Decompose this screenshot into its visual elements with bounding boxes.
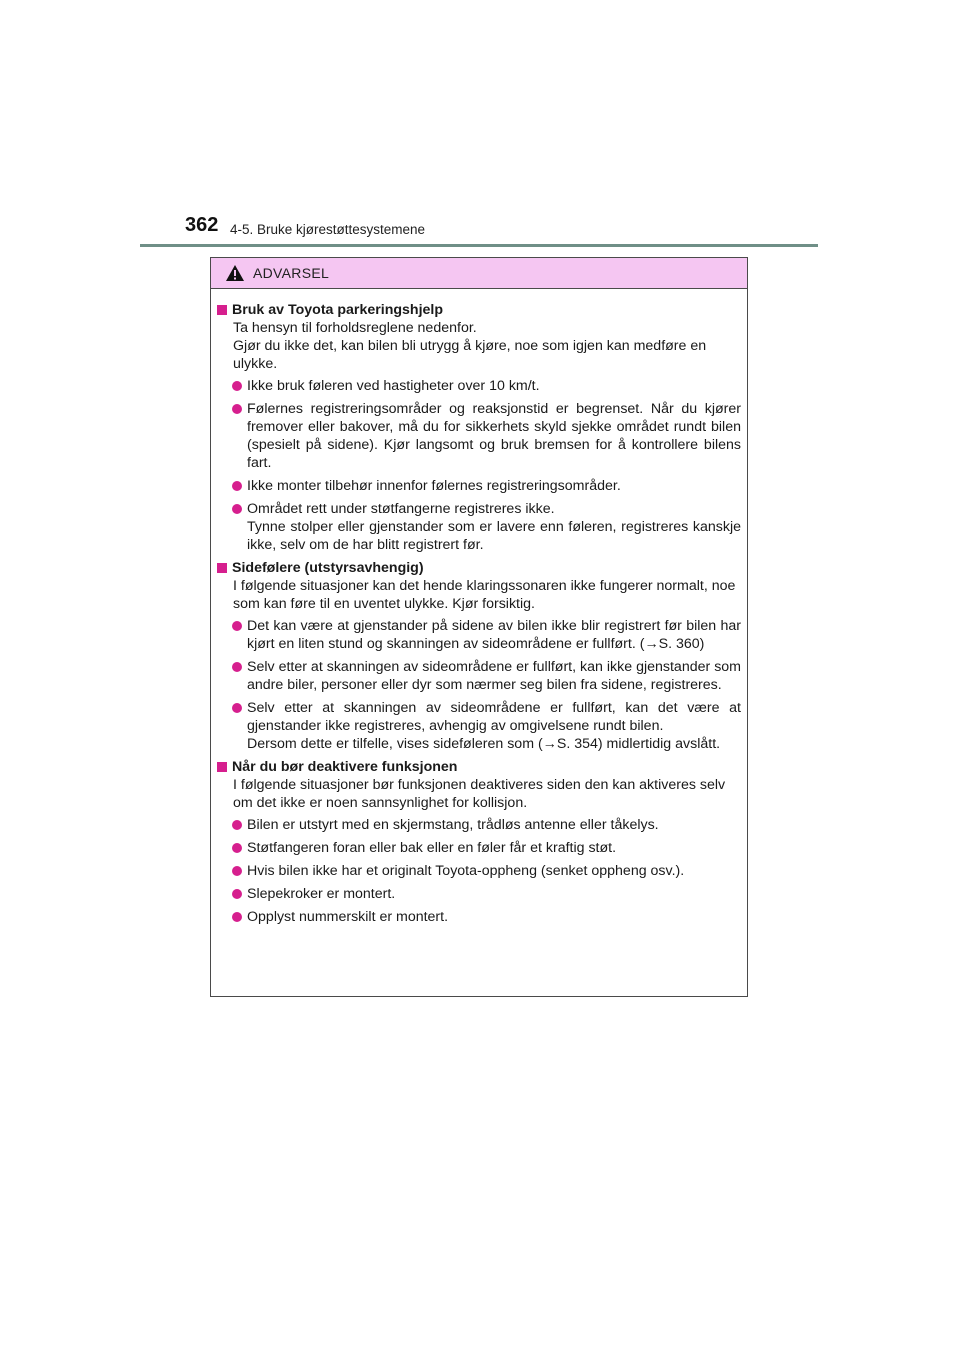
bullet-text: Ikke bruk føleren ved hastigheter over 10 km/t.: [247, 378, 540, 394]
header-rule: [140, 244, 818, 247]
section-side-sensors: [217, 559, 741, 753]
bullet-text: Følernes registreringsområder og reaksjonstid er begrenset. Når du kjører fremover eller bakover, må du for sikkerhets skyld sjekke området rundt bilen (spesielt på sidene). Kjør langsomt og bruk bremsen for å kontrollere bilens fart.: [247, 401, 741, 471]
bullet-text: Tynne stolper eller gjenstander som er lavere enn føleren, registreres kanskje ikke, selv om de har blitt registrert før.: [247, 519, 741, 553]
bullet-text: Området rett under støtfangerne registreres ikke.: [247, 501, 555, 517]
list-item: [232, 377, 741, 395]
paragraph: I følgende situasjoner kan det hende klaringssonaren ikke fungerer normalt, noe som kan føre til en uventet ulykke. Kjør forsiktig.: [233, 578, 736, 612]
bullet-text: Hvis bilen ikke har et originalt Toyota-oppheng (senket oppheng osv.).: [247, 863, 685, 879]
running-head: 4-5. Bruke kjørestøttesystemene: [230, 222, 426, 237]
bullet-dot-icon: [232, 866, 242, 876]
paragraph: I følgende situasjoner bør funksjonen deaktiveres siden den kan aktiveres selv om det ikke er noen sannsynlighet for kollisjon.: [233, 777, 726, 811]
section-square-icon: [217, 762, 227, 772]
bullet-text: Ikke monter tilbehør innenfor følernes registreringsområder.: [247, 478, 621, 494]
paragraph: Gjør du ikke det, kan bilen bli utrygg å kjøre, noe som igjen kan medføre en ulykke.: [233, 338, 707, 372]
list-item: [232, 816, 741, 834]
list-item: [232, 908, 741, 926]
paragraph: Ta hensyn til forholdsreglene nedenfor.: [233, 320, 477, 336]
section-intro: [233, 319, 741, 373]
bullet-text: Opplyst nummerskilt er montert.: [247, 909, 449, 925]
warning-box: [210, 257, 748, 997]
warning-triangle-icon: [225, 264, 245, 282]
bullet-dot-icon: [232, 504, 242, 514]
bullet-dot-icon: [232, 843, 242, 853]
list-item: [232, 617, 741, 653]
list-item: [232, 400, 741, 472]
list-item: [232, 500, 741, 554]
list-item: [232, 477, 741, 495]
section-square-icon: [217, 563, 227, 573]
bullet-text: Bilen er utstyrt med en skjermstang, trådløs antenne eller tåkelys.: [247, 817, 659, 833]
section-intro: [233, 577, 741, 613]
bullet-dot-icon: [232, 662, 242, 672]
bullet-text: Slepekroker er montert.: [247, 886, 396, 902]
list-item: [232, 658, 741, 694]
warning-body: [211, 289, 747, 926]
bullet-dot-icon: [232, 912, 242, 922]
section-title: Bruk av Toyota parkeringshjelp: [232, 302, 444, 318]
bullet-text: Støtfangeren foran eller bak eller en føler får et kraftig støt.: [247, 840, 617, 856]
bullet-dot-icon: [232, 404, 242, 414]
section-title: Sidefølere (utstyrsavhengig): [232, 560, 424, 576]
bullet-dot-icon: [232, 703, 242, 713]
bullet-dot-icon: [232, 621, 242, 631]
section-intro: [233, 776, 741, 812]
list-item: [232, 862, 741, 880]
bullet-dot-icon: [232, 820, 242, 830]
section-title: Når du bør deaktivere funksjonen: [232, 759, 458, 775]
bullet-dot-icon: [232, 381, 242, 391]
bullet-dot-icon: [232, 481, 242, 491]
bullet-text: Selv etter at skanningen av sideområdene er fullført, kan det være at gjenstander ikke registreres, avhengig av omgivelsene rundt bilen.: [247, 700, 741, 734]
page-number: 362: [185, 214, 219, 236]
section-square-icon: [217, 305, 227, 315]
list-item: [232, 839, 741, 857]
bullet-dot-icon: [232, 889, 242, 899]
bullet-text: Det kan være at gjenstander på sidene av bilen ikke blir registrert før bilen har kjørt en liten stund og skanningen av sideområdene er fullført. (→S. 360): [247, 618, 741, 652]
warning-label: ADVARSEL: [253, 265, 330, 281]
section-parking-assist: [217, 301, 741, 554]
bullet-text: Selv etter at skanningen av sideområdene er fullført, kan ikke gjenstander som andre biler, personer eller dyr som nærmer seg bilen fra sidene, registreres.: [247, 659, 741, 693]
bullet-text: Dersom dette er tilfelle, vises sideføleren som (→S. 354) midlertidig avslått.: [247, 736, 721, 752]
list-item: [232, 885, 741, 903]
warning-header: [211, 258, 747, 289]
list-item: [232, 699, 741, 753]
section-deactivate: [217, 758, 741, 926]
